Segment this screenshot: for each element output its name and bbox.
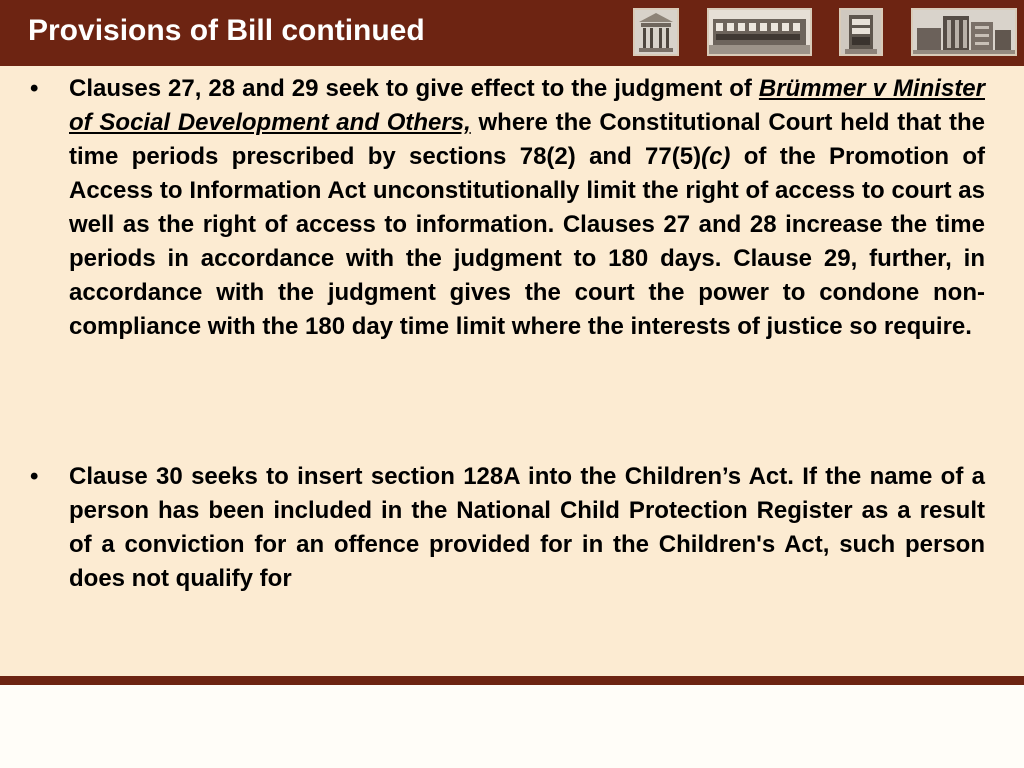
case-name-link-text: Brümmer v Minister of Social Development and Others, [69,75,985,136]
bullet-marker: • [30,463,39,490]
slide-body [0,66,1024,676]
building-photo-3 [839,8,883,56]
header-bar [0,0,1024,66]
paragraph-clause-30 [69,460,985,596]
paragraph-clauses-27-29 [69,72,985,344]
paragraph1-text-c: of the Promotion of Access to Information Act unconstitutionally limit the right of access to court as well as the right of access to information. Clauses 27 and 28 increase the time periods in accordance with the judgment to 180 days. Clause 29, further, in accordance with the judgment gives the court the power to condone non-compliance with the 180 day time limit where the interests of justice so require. [69,143,986,340]
paragraph2-text: Clause 30 seeks to insert section 128A into the Children’s Act. If the name of a person has been included in the National Child Protection Register as a result of a conviction for an offence provided for in the Children's Act, such person does not qualify for [69,463,985,592]
paragraph1-text-a: Clauses 27, 28 and 29 seek to give effect to the judgment of [69,75,759,102]
slide-title: Provisions of Bill continued [28,14,425,47]
building-photo-2 [707,8,812,56]
footer-bar [0,676,1024,685]
subsection-c: (c) [701,143,731,170]
building-photo-4 [911,8,1017,56]
bullet-marker: • [30,75,39,102]
building-photo-1 [633,8,679,56]
paragraph1-text-b: where the Constitutional Court held that the time periods prescribed by sections 78(2) and 77(5) [69,109,985,170]
